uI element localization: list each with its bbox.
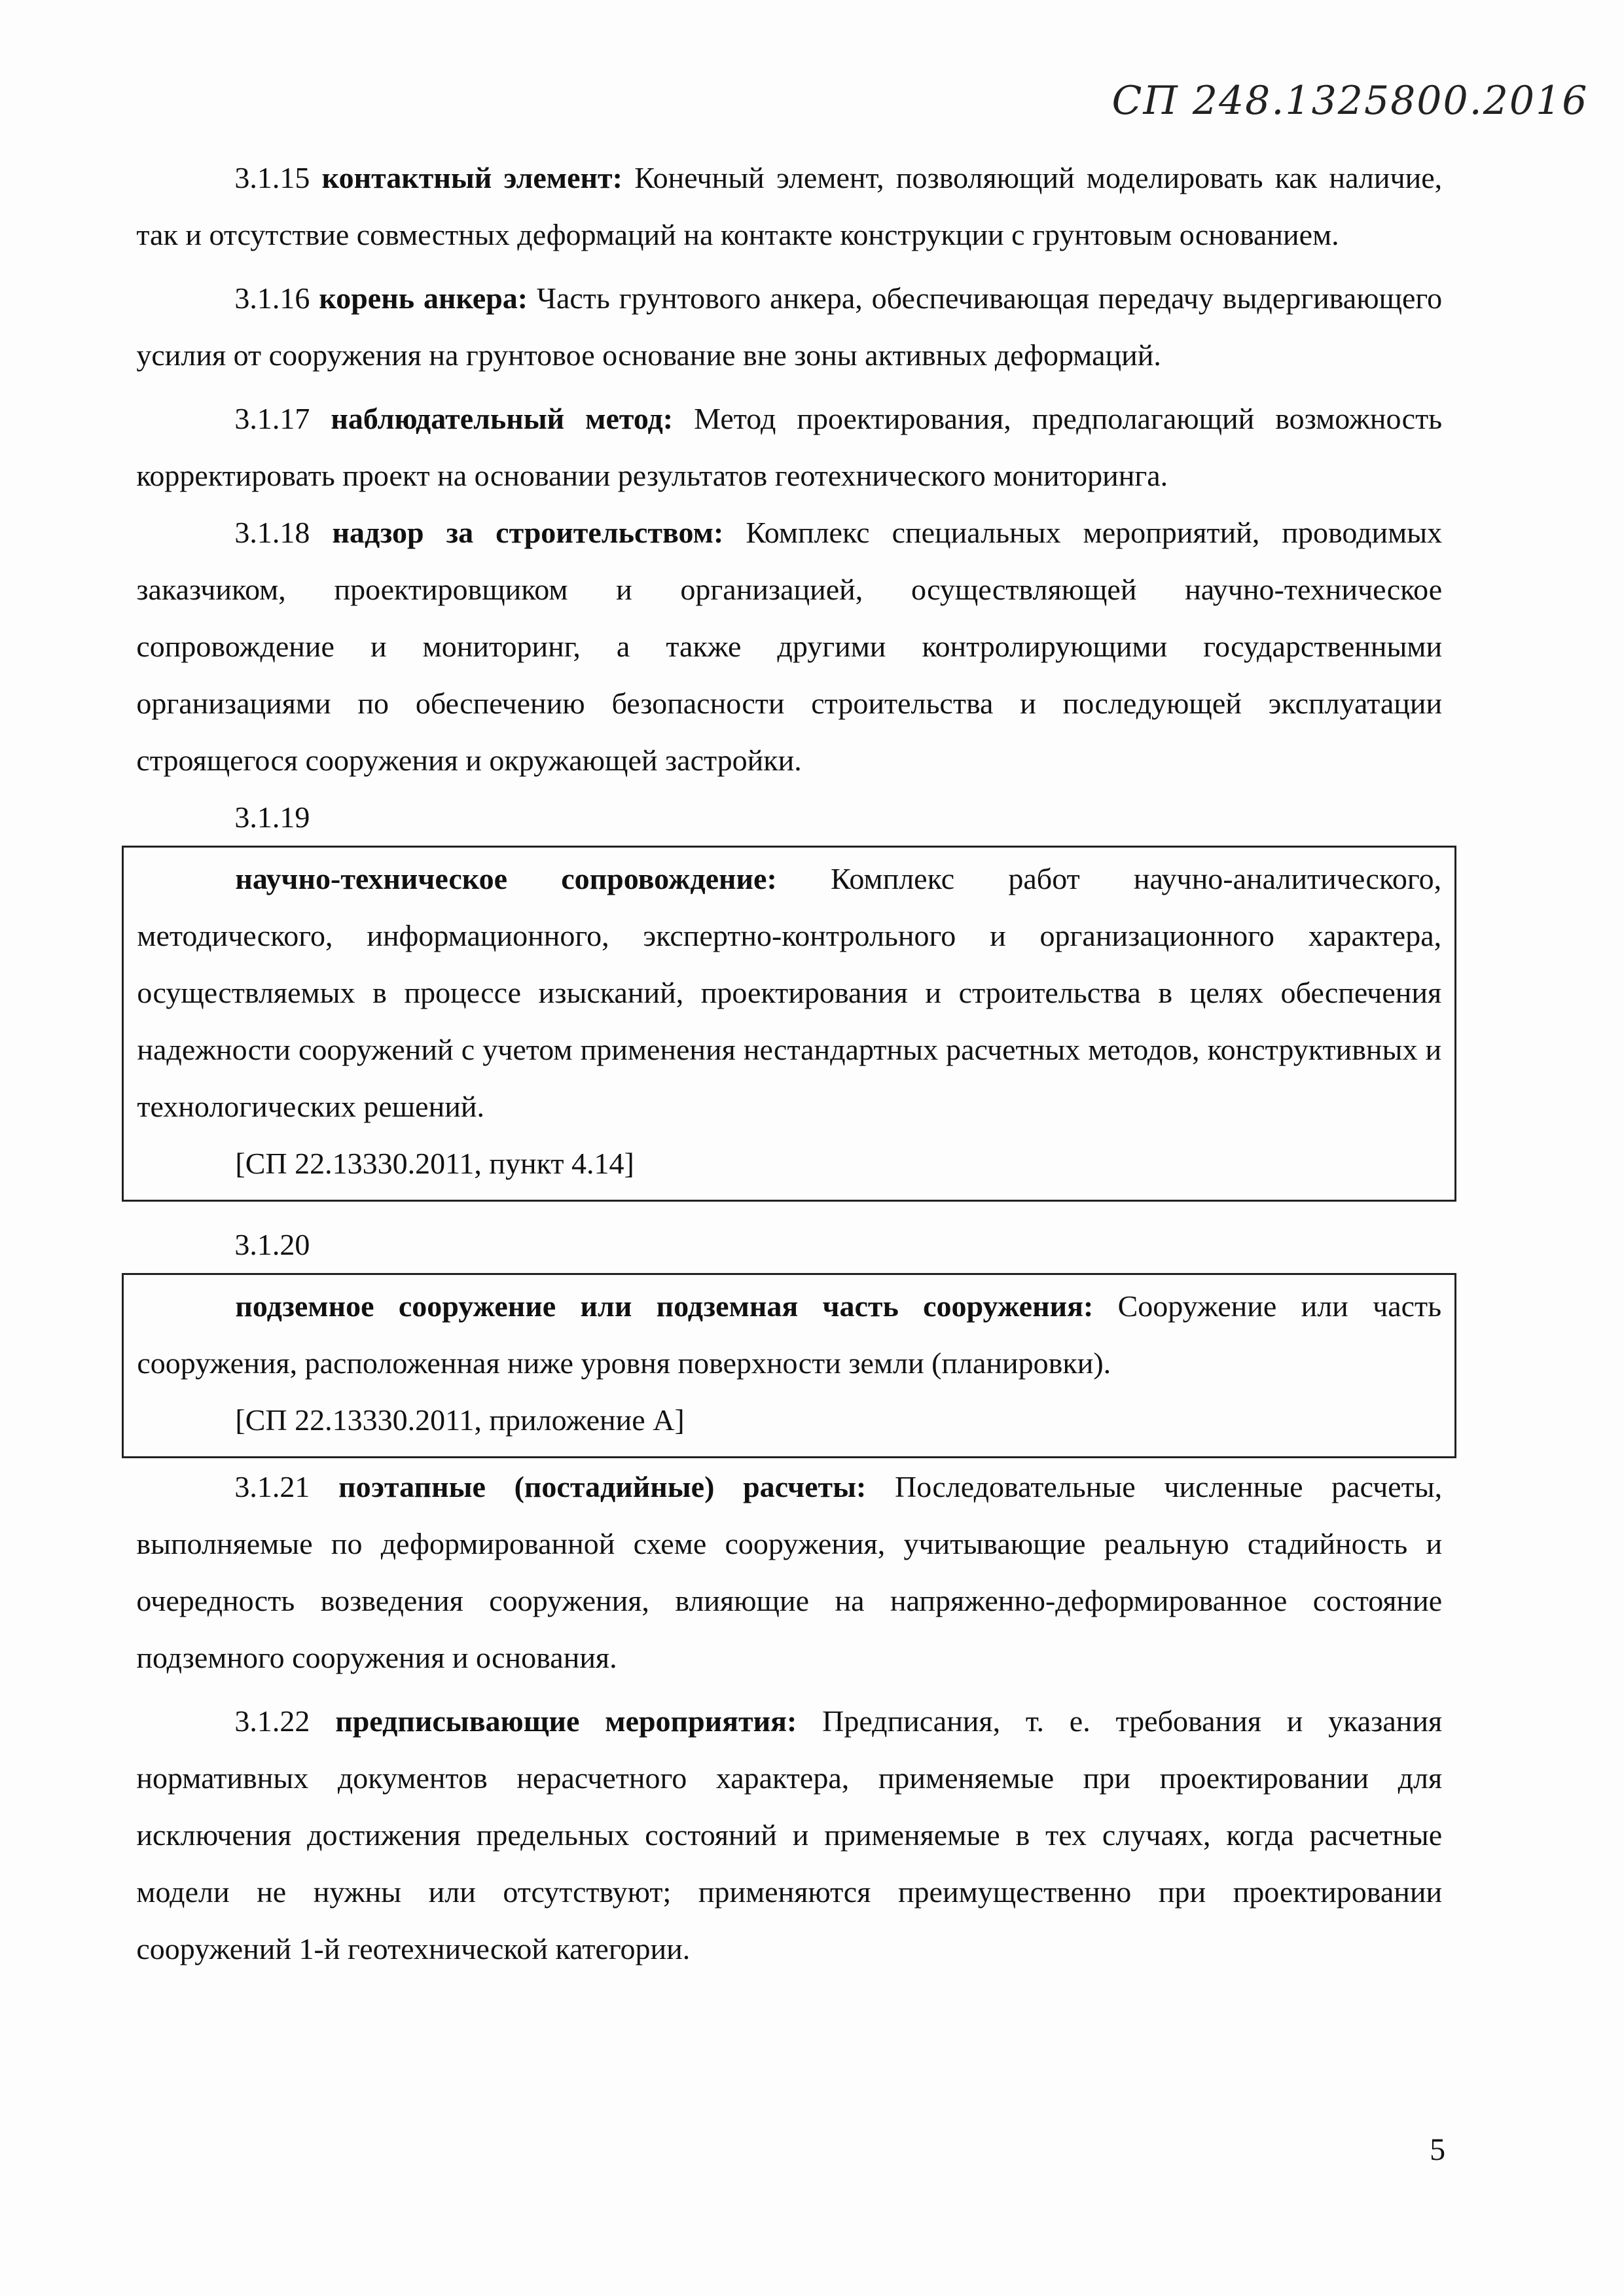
term-number: 3.1.19	[234, 800, 310, 834]
term-title: предписывающие мероприятия:	[335, 1704, 797, 1738]
term-source-reference: [СП 22.13330.2011, приложение А]	[235, 1403, 685, 1437]
term-number: 3.1.18	[234, 516, 310, 550]
term-number: 3.1.22	[234, 1704, 310, 1738]
handwritten-document-code: СП 248.1325800.2016	[1111, 78, 1589, 124]
term-entry	[136, 270, 1442, 384]
term-definition: Комплекс работ научно-аналитического, методического, информационного, экспертно-контрольного и организационного характера, осуществляемых в процессе изысканий, проектирования и строительства в целях обеспечения надежности сооружений с учетом применения нестандартных расчетных методов, конструктивных и технологических решений.	[137, 862, 1442, 1124]
term-title: контактный элемент:	[321, 161, 623, 195]
term-definition: Сооружение или часть сооружения, расположенная ниже уровня поверхности земли (планировки).	[137, 1289, 1442, 1380]
term-title: надзор за строительством:	[332, 516, 724, 550]
term-title: подземное сооружение или подземная часть сооружения:	[235, 1289, 1094, 1323]
term-entry	[136, 1458, 1442, 1686]
term-source-reference: [СП 22.13330.2011, пункт 4.14]	[235, 1147, 634, 1181]
page-number: 5	[1430, 2132, 1446, 2167]
term-number: 3.1.16	[234, 281, 310, 315]
term-title: поэтапные (постадийные) расчеты:	[338, 1470, 867, 1504]
term-definition: Метод проектирования, предполагающий возможность корректировать проект на основании результатов геотехнического мониторинга.	[136, 402, 1443, 493]
term-entry	[137, 850, 1441, 1135]
term-title: наблюдательный метод:	[331, 402, 674, 436]
term-number: 3.1.15	[234, 161, 310, 195]
quoted-term-box	[122, 1273, 1456, 1458]
term-definition: Часть грунтового анкера, обеспечивающая передачу выдергивающего усилия от сооружения на грунтовое основание вне зоны активных деформаций.	[136, 281, 1443, 372]
term-entry	[137, 1278, 1441, 1391]
document-body	[136, 149, 1442, 1977]
term-number: 3.1.21	[234, 1470, 310, 1504]
term-number: 3.1.20	[234, 1228, 310, 1262]
term-entry	[136, 504, 1442, 789]
term-entry	[136, 149, 1442, 263]
term-definition: Последовательные численные расчеты, выполняемые по деформированной схеме сооружения, учитывающие реальную стадийность и очередность возведения сооружения, влияющие на напряженно-деформированное состояние подземного сооружения и основания.	[136, 1470, 1443, 1675]
quoted-term-box	[122, 846, 1456, 1202]
term-entry	[136, 1693, 1442, 1977]
term-number: 3.1.17	[234, 402, 310, 436]
term-definition: Комплекс специальных мероприятий, проводимых заказчиком, проектировщиком и организацией, осуществляющей научно-техническое сопровождение и мониторинг, а также другими контролирующими государственными организациями по обеспечению безопасности строительства и последующей эксплуатации строящегося сооружения и окружающей застройки.	[136, 516, 1443, 778]
term-definition: Конечный элемент, позволяющий моделировать как наличие, так и отсутствие совместных деформаций на контакте конструкции с грунтовым основанием.	[136, 161, 1443, 252]
term-title: научно-техническое сопровождение:	[235, 862, 777, 896]
term-definition: Предписания, т. е. требования и указания нормативных документов нерасчетного характера, применяемые при проектировании для исключения достижения предельных состояний и применяемые в тех случаях, когда расчетные модели не нужны или отсутствуют; применяются преимущественно при проектировании сооружений 1-й геотехнической категории.	[136, 1704, 1443, 1966]
term-entry	[136, 390, 1442, 504]
term-title: корень анкера:	[319, 281, 528, 315]
